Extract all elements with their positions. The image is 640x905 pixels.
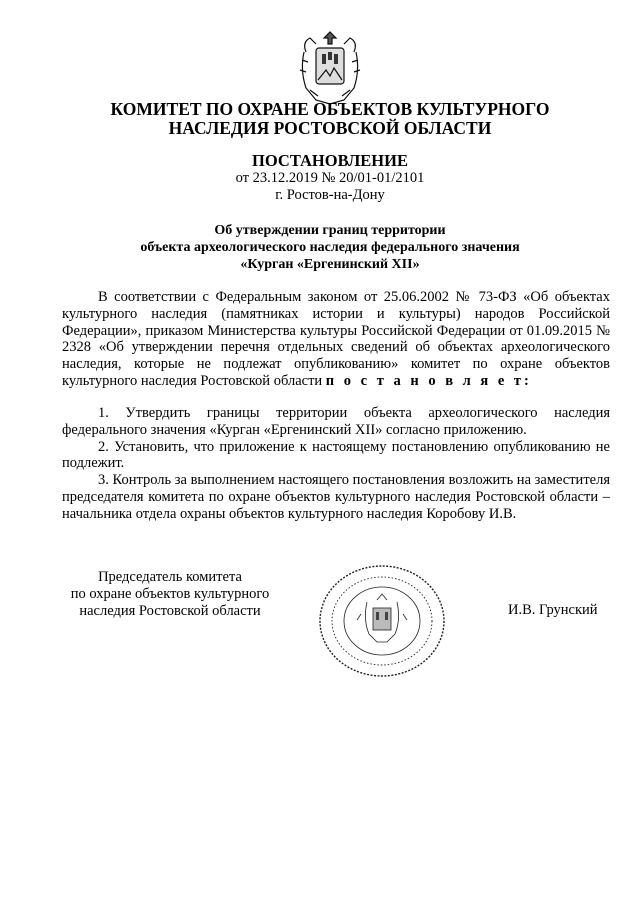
signatory-title-line-1: Председатель комитета <box>98 569 242 585</box>
subject-line-2: объекта археологического наследия федерального значения <box>140 240 520 255</box>
issuing-authority <box>60 100 600 138</box>
date-and-number: от 23.12.2019 № 20/01-01/2101 <box>235 170 425 186</box>
decree-word: п о с т а н о в л я е т: <box>325 372 532 389</box>
signatory-title <box>60 569 280 619</box>
authority-line-2: НАСЛЕДИЯ РОСТОВСКОЙ ОБЛАСТИ <box>168 118 492 138</box>
preamble <box>62 289 610 390</box>
signatory-title-line-3: наследия Ростовской области <box>79 602 261 619</box>
list-item: 1. Утвердить границы территории объекта археологического наследия федерального значения «Курган «Ергенинский XII» согласно приложению. <box>62 405 610 438</box>
coat-of-arms-icon <box>296 30 364 108</box>
decree-items <box>62 405 610 523</box>
subject-line-3: «Курган «Ергенинский XII» <box>240 257 420 272</box>
preamble-text: В соответствии с Федеральным законом от 25.06.2002 № 73-ФЗ «Об объектах культурного наследия (памятниках истории и культуры) народов Российской Федерации», приказом Министерства культуры Российской Федерации от 01.09.2015 № 2328 «Об утверждении перечня отдельных сведений об объектах археологического наследия, которые не подлежат опубликованию» комитет по охране объектов культурного наследия Ростовской области <box>62 289 610 389</box>
document-type: ПОСТАНОВЛЕНИЕ <box>252 151 408 170</box>
authority-line-1: КОМИТЕТ ПО ОХРАНЕ ОБЪЕКТОВ КУЛЬТУРНОГО <box>110 99 550 119</box>
list-item: 2. Установить, что приложение к настоящему постановлению опубликованию не подлежит. <box>62 438 610 472</box>
signatory-title-line-2: по охране объектов культурного <box>70 585 270 602</box>
document-subject <box>60 222 600 273</box>
signer-name: И.В. Грунский <box>508 602 598 618</box>
subject-line-1: Об утверждении границ территории <box>214 223 446 238</box>
document-meta <box>60 170 600 204</box>
list-item: 3. Контроль за выполнением настоящего постановления возложить на заместителя председателя комитета по охране объектов культурного наследия Ростовской области – начальника отдела охраны объектов культурного наследия Коробову И.В. <box>62 472 610 522</box>
place: г. Ростов-на-Дону <box>275 187 385 203</box>
official-seal-icon <box>317 562 447 680</box>
